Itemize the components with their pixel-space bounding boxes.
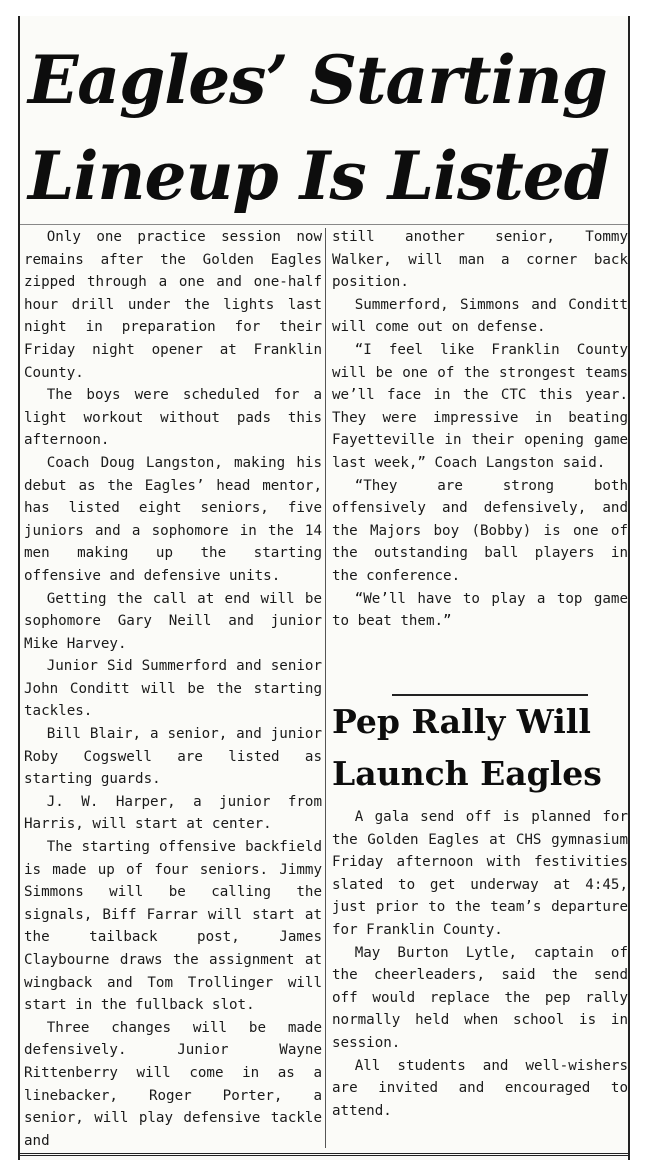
article-paragraph: Getting the call at end will be sophomore Gary Neill and junior Mike Harvey.: [24, 590, 322, 652]
article-paragraph: The boys were scheduled for a light workout without pads this afternoon.: [24, 387, 322, 449]
article-paragraph: “I feel like Franklin County will be one of the strongest teams we’ll face in the CTC this year. They were impressive in beating Fayetteville in their opening game last week,” Coach Langston said.: [332, 341, 628, 471]
sidebar-headline: [332, 696, 628, 800]
headline-rule: [20, 224, 628, 225]
bottom-rule: [20, 1153, 628, 1156]
article-column-right: [332, 226, 628, 633]
article-headline: [28, 32, 624, 224]
article-paragraph: Only one practice session now remains after the Golden Eagles zipped through a one and one-half hour drill under the lights last night in preparation for their Friday night opener at Franklin County.: [24, 229, 322, 381]
sidebar-column: [332, 806, 628, 1122]
article-paragraph: Summerford, Simmons and Conditt will come out on defense.: [332, 296, 628, 336]
sidebar-paragraph: May Burton Lytle, captain of the cheerleaders, said the send off would replace the pep rally normally held when school is in session.: [332, 944, 628, 1051]
sidebar-paragraph: All students and well-wishers are invited and encouraged to attend.: [332, 1057, 628, 1119]
article-paragraph-continued: still another senior, Tommy Walker, will man a corner back position.: [332, 229, 628, 291]
column-divider: [325, 228, 326, 1148]
article-paragraph: “We’ll have to play a top game to beat them.”: [332, 590, 628, 630]
article-paragraph: Coach Doug Langston, making his debut as the Eagles’ head mentor, has listed eight seniors, five juniors and a sophomore in the 14 men making up the starting offensive and defensive units.: [24, 454, 322, 584]
headline-line-1: Eagles’ Starting: [28, 41, 607, 119]
sidebar-headline-line-2: Launch Eagles: [332, 754, 602, 793]
article-paragraph: Three changes will be made defensively. Junior Wayne Rittenberry will come in as a linebacker, Roger Porter, a senior, will play defensive tackle and: [24, 1019, 322, 1149]
article-paragraph: The starting offensive backfield is made up of four seniors. Jimmy Simmons will be calling the signals, Biff Farrar will start at the tailback post, James Claybourne draws the assignment at wingback and Tom Trollinger will start in the fullback slot.: [24, 839, 322, 1014]
sidebar-headline-line-1: Pep Rally Will: [332, 702, 591, 741]
sidebar-paragraph: A gala send off is planned for the Golden Eagles at CHS gymnasium Friday afternoon with festivities slated to get underway at 4:45, just prior to the team’s departure for Franklin County.: [332, 809, 628, 938]
article-column-left: [24, 226, 322, 1152]
article-paragraph: J. W. Harper, a junior from Harris, will start at center.: [24, 793, 322, 833]
article-paragraph: “They are strong both offensively and defensively, and the Majors boy (Bobby) is one of the outstanding ball players in the conference.: [332, 477, 628, 584]
newspaper-clipping: [18, 16, 630, 1160]
article-paragraph: Bill Blair, a senior, and junior Roby Cogswell are listed as starting guards.: [24, 726, 322, 788]
article-paragraph: Junior Sid Summerford and senior John Conditt will be the starting tackles.: [24, 658, 322, 720]
headline-line-2: Lineup Is Listed: [28, 137, 609, 215]
